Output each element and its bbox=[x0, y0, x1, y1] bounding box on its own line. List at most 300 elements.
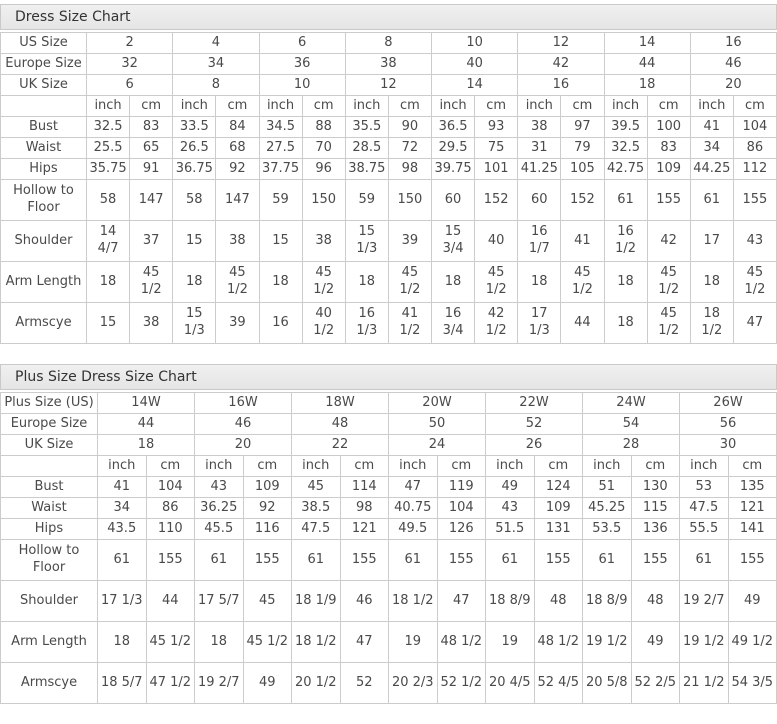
size-value: 16W bbox=[195, 393, 292, 414]
size-value: 30 bbox=[680, 435, 777, 456]
row-label: Bust bbox=[1, 477, 98, 498]
measurement-value: 15 3/4 bbox=[432, 221, 475, 262]
measurement-value: 48 1/2 bbox=[437, 622, 486, 663]
size-value: 26 bbox=[486, 435, 583, 456]
measurement-value: 35.5 bbox=[345, 117, 388, 138]
measurement-value: 16 3/4 bbox=[432, 303, 475, 344]
size-value: 20W bbox=[389, 393, 486, 414]
unit-header: inch bbox=[518, 96, 561, 117]
measurement-value: 40 bbox=[475, 221, 518, 262]
measurement-value: 92 bbox=[216, 159, 259, 180]
row-label: Hollow to Floor bbox=[1, 540, 98, 581]
measurement-value: 38.5 bbox=[292, 498, 341, 519]
measurement-value: 46 bbox=[340, 581, 389, 622]
measurement-value: 65 bbox=[130, 138, 173, 159]
row-label bbox=[1, 96, 87, 117]
unit-header: cm bbox=[728, 456, 777, 477]
measurement-value: 41 bbox=[690, 117, 733, 138]
measurement-value: 21 1/2 bbox=[680, 663, 729, 704]
row-label: Europe Size bbox=[1, 414, 98, 435]
measurement-value: 68 bbox=[216, 138, 259, 159]
size-value: 14W bbox=[98, 393, 195, 414]
measurement-value: 136 bbox=[631, 519, 680, 540]
measurement-value: 18 bbox=[98, 622, 147, 663]
measurement-value: 45 1/2 bbox=[733, 262, 776, 303]
unit-header: inch bbox=[259, 96, 302, 117]
unit-header: cm bbox=[216, 96, 259, 117]
measurement-value: 42.75 bbox=[604, 159, 647, 180]
measurement-value: 61 bbox=[195, 540, 244, 581]
measurement-value: 19 1/2 bbox=[583, 622, 632, 663]
size-value: 28 bbox=[583, 435, 680, 456]
measurement-value: 18 5/7 bbox=[98, 663, 147, 704]
measurement-value: 34.5 bbox=[259, 117, 302, 138]
row-label: Hips bbox=[1, 519, 98, 540]
measurement-value: 109 bbox=[534, 498, 583, 519]
size-header-row bbox=[1, 54, 777, 75]
measurement-value: 47 bbox=[733, 303, 776, 344]
measurement-value: 47 bbox=[340, 622, 389, 663]
row-label: Shoulder bbox=[1, 581, 98, 622]
measurement-value: 45 1/2 bbox=[561, 262, 604, 303]
measurement-value: 130 bbox=[631, 477, 680, 498]
measurement-value: 29.5 bbox=[432, 138, 475, 159]
size-value: 54 bbox=[583, 414, 680, 435]
measurement-value: 150 bbox=[388, 180, 431, 221]
size-value: 14 bbox=[432, 75, 518, 96]
measurement-value: 34 bbox=[690, 138, 733, 159]
measurement-value: 48 bbox=[534, 581, 583, 622]
measurement-value: 15 bbox=[87, 303, 130, 344]
unit-header: cm bbox=[733, 96, 776, 117]
measurement-value: 98 bbox=[340, 498, 389, 519]
measurement-value: 155 bbox=[647, 180, 690, 221]
measurement-value: 52 4/5 bbox=[534, 663, 583, 704]
measurement-value: 121 bbox=[340, 519, 389, 540]
measurement-value: 16 1/2 bbox=[604, 221, 647, 262]
measurement-value: 33.5 bbox=[173, 117, 216, 138]
measurement-value: 15 1/3 bbox=[173, 303, 216, 344]
measurement-value: 47.5 bbox=[680, 498, 729, 519]
size-value: 18W bbox=[292, 393, 389, 414]
measurement-value: 59 bbox=[259, 180, 302, 221]
measurement-value: 43 bbox=[486, 498, 535, 519]
measurement-value: 61 bbox=[680, 540, 729, 581]
size-value: 32 bbox=[87, 54, 173, 75]
measurement-value: 109 bbox=[647, 159, 690, 180]
size-header-row bbox=[1, 75, 777, 96]
unit-header: inch bbox=[690, 96, 733, 117]
measurement-value: 49.5 bbox=[389, 519, 438, 540]
measurement-row bbox=[1, 581, 777, 622]
measurement-value: 86 bbox=[146, 498, 195, 519]
measurement-value: 42 1/2 bbox=[475, 303, 518, 344]
unit-header: cm bbox=[475, 96, 518, 117]
measurement-row bbox=[1, 138, 777, 159]
size-value: 18 bbox=[604, 75, 690, 96]
measurement-value: 47 1/2 bbox=[146, 663, 195, 704]
unit-header-row bbox=[1, 456, 777, 477]
size-header-row bbox=[1, 414, 777, 435]
row-label: Hollow to Floor bbox=[1, 180, 87, 221]
size-value: 10 bbox=[259, 75, 345, 96]
unit-header: inch bbox=[195, 456, 244, 477]
measurement-value: 97 bbox=[561, 117, 604, 138]
measurement-value: 15 1/3 bbox=[345, 221, 388, 262]
size-value: 22W bbox=[486, 393, 583, 414]
row-label: Bust bbox=[1, 117, 87, 138]
measurement-value: 104 bbox=[733, 117, 776, 138]
measurement-value: 104 bbox=[146, 477, 195, 498]
measurement-value: 39.75 bbox=[432, 159, 475, 180]
measurement-value: 155 bbox=[146, 540, 195, 581]
measurement-value: 45.5 bbox=[195, 519, 244, 540]
measurement-value: 40.75 bbox=[389, 498, 438, 519]
size-value: 16 bbox=[518, 75, 604, 96]
measurement-value: 155 bbox=[437, 540, 486, 581]
size-value: 34 bbox=[173, 54, 259, 75]
measurement-row bbox=[1, 663, 777, 704]
measurement-value: 45.25 bbox=[583, 498, 632, 519]
measurement-value: 61 bbox=[292, 540, 341, 581]
measurement-value: 35.75 bbox=[87, 159, 130, 180]
row-label: Arm Length bbox=[1, 262, 87, 303]
measurement-value: 96 bbox=[302, 159, 345, 180]
measurement-row bbox=[1, 540, 777, 581]
measurement-value: 104 bbox=[437, 498, 486, 519]
measurement-value: 53 bbox=[680, 477, 729, 498]
unit-header: cm bbox=[437, 456, 486, 477]
size-value: 26W bbox=[680, 393, 777, 414]
measurement-row bbox=[1, 117, 777, 138]
size-value: 2 bbox=[87, 33, 173, 54]
measurement-value: 18 bbox=[173, 262, 216, 303]
size-value: 22 bbox=[292, 435, 389, 456]
measurement-row bbox=[1, 180, 777, 221]
measurement-value: 141 bbox=[728, 519, 777, 540]
size-value: 44 bbox=[604, 54, 690, 75]
measurement-value: 61 bbox=[389, 540, 438, 581]
measurement-value: 31 bbox=[518, 138, 561, 159]
measurement-value: 51.5 bbox=[486, 519, 535, 540]
size-header-row bbox=[1, 393, 777, 414]
measurement-value: 36.75 bbox=[173, 159, 216, 180]
measurement-value: 115 bbox=[631, 498, 680, 519]
unit-header: inch bbox=[486, 456, 535, 477]
row-label: Armscye bbox=[1, 663, 98, 704]
size-value: 50 bbox=[389, 414, 486, 435]
measurement-value: 42 bbox=[647, 221, 690, 262]
measurement-value: 72 bbox=[388, 138, 431, 159]
measurement-value: 37.75 bbox=[259, 159, 302, 180]
measurement-value: 45 1/2 bbox=[243, 622, 292, 663]
measurement-value: 53.5 bbox=[583, 519, 632, 540]
measurement-value: 45 1/2 bbox=[146, 622, 195, 663]
size-value: 6 bbox=[87, 75, 173, 96]
measurement-value: 43.5 bbox=[98, 519, 147, 540]
measurement-value: 18 bbox=[604, 262, 647, 303]
unit-header: inch bbox=[680, 456, 729, 477]
measurement-value: 19 1/2 bbox=[680, 622, 729, 663]
measurement-value: 38 bbox=[130, 303, 173, 344]
measurement-value: 18 bbox=[259, 262, 302, 303]
unit-header: inch bbox=[432, 96, 475, 117]
measurement-value: 18 bbox=[432, 262, 475, 303]
measurement-value: 39 bbox=[388, 221, 431, 262]
measurement-value: 155 bbox=[728, 540, 777, 581]
row-label: Europe Size bbox=[1, 54, 87, 75]
measurement-value: 83 bbox=[130, 117, 173, 138]
measurement-value: 32.5 bbox=[87, 117, 130, 138]
measurement-value: 79 bbox=[561, 138, 604, 159]
row-label: Hips bbox=[1, 159, 87, 180]
size-value: 8 bbox=[345, 33, 431, 54]
size-value: 40 bbox=[432, 54, 518, 75]
size-value: 38 bbox=[345, 54, 431, 75]
size-value: 24 bbox=[389, 435, 486, 456]
size-value: 12 bbox=[345, 75, 431, 96]
size-header-row bbox=[1, 435, 777, 456]
measurement-value: 45 1/2 bbox=[130, 262, 173, 303]
row-label: Waist bbox=[1, 498, 98, 519]
measurement-row bbox=[1, 262, 777, 303]
measurement-value: 52 bbox=[340, 663, 389, 704]
measurement-row bbox=[1, 622, 777, 663]
row-label bbox=[1, 456, 98, 477]
size-value: 56 bbox=[680, 414, 777, 435]
measurement-value: 40 1/2 bbox=[302, 303, 345, 344]
measurement-value: 110 bbox=[146, 519, 195, 540]
measurement-value: 119 bbox=[437, 477, 486, 498]
measurement-value: 15 bbox=[173, 221, 216, 262]
measurement-value: 135 bbox=[728, 477, 777, 498]
unit-header: cm bbox=[388, 96, 431, 117]
row-label: Plus Size (US) bbox=[1, 393, 98, 414]
measurement-value: 18 bbox=[604, 303, 647, 344]
measurement-value: 100 bbox=[647, 117, 690, 138]
measurement-value: 44 bbox=[561, 303, 604, 344]
measurement-value: 20 4/5 bbox=[486, 663, 535, 704]
dress-size-table bbox=[0, 32, 777, 344]
measurement-value: 41 bbox=[98, 477, 147, 498]
size-value: 8 bbox=[173, 75, 259, 96]
measurement-value: 43 bbox=[195, 477, 244, 498]
measurement-value: 49 bbox=[728, 581, 777, 622]
measurement-value: 49 1/2 bbox=[728, 622, 777, 663]
measurement-value: 17 bbox=[690, 221, 733, 262]
measurement-value: 36.25 bbox=[195, 498, 244, 519]
unit-header: inch bbox=[345, 96, 388, 117]
row-label: Waist bbox=[1, 138, 87, 159]
measurement-value: 116 bbox=[243, 519, 292, 540]
measurement-value: 16 bbox=[259, 303, 302, 344]
size-value: 6 bbox=[259, 33, 345, 54]
measurement-value: 45 1/2 bbox=[647, 303, 690, 344]
measurement-value: 18 1/2 bbox=[690, 303, 733, 344]
measurement-value: 18 bbox=[195, 622, 244, 663]
measurement-value: 47 bbox=[437, 581, 486, 622]
measurement-value: 37 bbox=[130, 221, 173, 262]
measurement-value: 25.5 bbox=[87, 138, 130, 159]
size-value: 48 bbox=[292, 414, 389, 435]
measurement-value: 41 1/2 bbox=[388, 303, 431, 344]
measurement-value: 58 bbox=[87, 180, 130, 221]
measurement-value: 14 4/7 bbox=[87, 221, 130, 262]
measurement-value: 18 bbox=[690, 262, 733, 303]
measurement-value: 39.5 bbox=[604, 117, 647, 138]
row-label: UK Size bbox=[1, 435, 98, 456]
unit-header: inch bbox=[292, 456, 341, 477]
measurement-value: 38 bbox=[518, 117, 561, 138]
measurement-row bbox=[1, 477, 777, 498]
measurement-value: 47 bbox=[389, 477, 438, 498]
measurement-value: 44 bbox=[146, 581, 195, 622]
measurement-value: 58 bbox=[173, 180, 216, 221]
size-value: 20 bbox=[690, 75, 776, 96]
row-label: Arm Length bbox=[1, 622, 98, 663]
measurement-value: 49 bbox=[631, 622, 680, 663]
row-label: Shoulder bbox=[1, 221, 87, 262]
size-value: 44 bbox=[98, 414, 195, 435]
plus-size-dress-size-chart bbox=[0, 364, 777, 704]
measurement-value: 20 2/3 bbox=[389, 663, 438, 704]
measurement-value: 36.5 bbox=[432, 117, 475, 138]
measurement-value: 45 bbox=[292, 477, 341, 498]
measurement-value: 27.5 bbox=[259, 138, 302, 159]
measurement-value: 152 bbox=[561, 180, 604, 221]
unit-header: cm bbox=[534, 456, 583, 477]
row-label: UK Size bbox=[1, 75, 87, 96]
measurement-value: 39 bbox=[216, 303, 259, 344]
measurement-value: 18 bbox=[345, 262, 388, 303]
measurement-value: 70 bbox=[302, 138, 345, 159]
size-value: 10 bbox=[432, 33, 518, 54]
size-value: 46 bbox=[195, 414, 292, 435]
measurement-value: 20 1/2 bbox=[292, 663, 341, 704]
measurement-value: 61 bbox=[486, 540, 535, 581]
measurement-value: 48 1/2 bbox=[534, 622, 583, 663]
size-value: 52 bbox=[486, 414, 583, 435]
measurement-value: 41 bbox=[561, 221, 604, 262]
measurement-value: 109 bbox=[243, 477, 292, 498]
size-value: 46 bbox=[690, 54, 776, 75]
unit-header: cm bbox=[647, 96, 690, 117]
measurement-value: 16 1/3 bbox=[345, 303, 388, 344]
measurement-value: 47.5 bbox=[292, 519, 341, 540]
measurement-value: 93 bbox=[475, 117, 518, 138]
measurement-value: 19 2/7 bbox=[680, 581, 729, 622]
size-value: 4 bbox=[173, 33, 259, 54]
size-value: 12 bbox=[518, 33, 604, 54]
measurement-value: 114 bbox=[340, 477, 389, 498]
measurement-value: 147 bbox=[130, 180, 173, 221]
measurement-value: 45 bbox=[243, 581, 292, 622]
measurement-value: 20 5/8 bbox=[583, 663, 632, 704]
measurement-value: 75 bbox=[475, 138, 518, 159]
measurement-value: 61 bbox=[98, 540, 147, 581]
unit-header: cm bbox=[243, 456, 292, 477]
measurement-value: 45 1/2 bbox=[647, 262, 690, 303]
measurement-value: 48 bbox=[631, 581, 680, 622]
size-value: 20 bbox=[195, 435, 292, 456]
measurement-value: 155 bbox=[340, 540, 389, 581]
measurement-value: 155 bbox=[631, 540, 680, 581]
size-value: 36 bbox=[259, 54, 345, 75]
measurement-value: 88 bbox=[302, 117, 345, 138]
size-header-row bbox=[1, 33, 777, 54]
measurement-value: 84 bbox=[216, 117, 259, 138]
measurement-value: 91 bbox=[130, 159, 173, 180]
measurement-value: 32.5 bbox=[604, 138, 647, 159]
measurement-value: 101 bbox=[475, 159, 518, 180]
size-value: 24W bbox=[583, 393, 680, 414]
measurement-value: 121 bbox=[728, 498, 777, 519]
measurement-value: 155 bbox=[243, 540, 292, 581]
measurement-value: 86 bbox=[733, 138, 776, 159]
measurement-value: 17 1/3 bbox=[98, 581, 147, 622]
measurement-value: 44.25 bbox=[690, 159, 733, 180]
row-label: Armscye bbox=[1, 303, 87, 344]
measurement-value: 45 1/2 bbox=[475, 262, 518, 303]
measurement-value: 54 3/5 bbox=[728, 663, 777, 704]
measurement-value: 49 bbox=[243, 663, 292, 704]
measurement-value: 15 bbox=[259, 221, 302, 262]
measurement-value: 19 2/7 bbox=[195, 663, 244, 704]
measurement-value: 26.5 bbox=[173, 138, 216, 159]
measurement-value: 43 bbox=[733, 221, 776, 262]
measurement-value: 45 1/2 bbox=[302, 262, 345, 303]
measurement-value: 83 bbox=[647, 138, 690, 159]
measurement-value: 55.5 bbox=[680, 519, 729, 540]
plus-size-dress-size-chart-title: Plus Size Dress Size Chart bbox=[0, 364, 777, 390]
measurement-value: 18 8/9 bbox=[583, 581, 632, 622]
measurement-row bbox=[1, 519, 777, 540]
measurement-value: 61 bbox=[604, 180, 647, 221]
measurement-value: 60 bbox=[432, 180, 475, 221]
measurement-value: 18 bbox=[87, 262, 130, 303]
measurement-row bbox=[1, 159, 777, 180]
measurement-value: 61 bbox=[690, 180, 733, 221]
measurement-value: 17 1/3 bbox=[518, 303, 561, 344]
measurement-value: 17 5/7 bbox=[195, 581, 244, 622]
measurement-value: 18 8/9 bbox=[486, 581, 535, 622]
measurement-value: 98 bbox=[388, 159, 431, 180]
measurement-value: 124 bbox=[534, 477, 583, 498]
measurement-row bbox=[1, 303, 777, 344]
measurement-value: 150 bbox=[302, 180, 345, 221]
measurement-value: 16 1/7 bbox=[518, 221, 561, 262]
measurement-value: 152 bbox=[475, 180, 518, 221]
size-value: 14 bbox=[604, 33, 690, 54]
measurement-value: 155 bbox=[534, 540, 583, 581]
unit-header: cm bbox=[340, 456, 389, 477]
unit-header: cm bbox=[130, 96, 173, 117]
measurement-value: 19 bbox=[389, 622, 438, 663]
size-value: 18 bbox=[98, 435, 195, 456]
measurement-value: 49 bbox=[486, 477, 535, 498]
unit-header: inch bbox=[604, 96, 647, 117]
measurement-value: 126 bbox=[437, 519, 486, 540]
measurement-value: 45 1/2 bbox=[388, 262, 431, 303]
measurement-value: 18 1/2 bbox=[389, 581, 438, 622]
measurement-value: 38.75 bbox=[345, 159, 388, 180]
size-value: 42 bbox=[518, 54, 604, 75]
measurement-value: 52 2/5 bbox=[631, 663, 680, 704]
measurement-value: 60 bbox=[518, 180, 561, 221]
unit-header-row bbox=[1, 96, 777, 117]
dress-size-chart bbox=[0, 4, 777, 344]
unit-header: inch bbox=[389, 456, 438, 477]
